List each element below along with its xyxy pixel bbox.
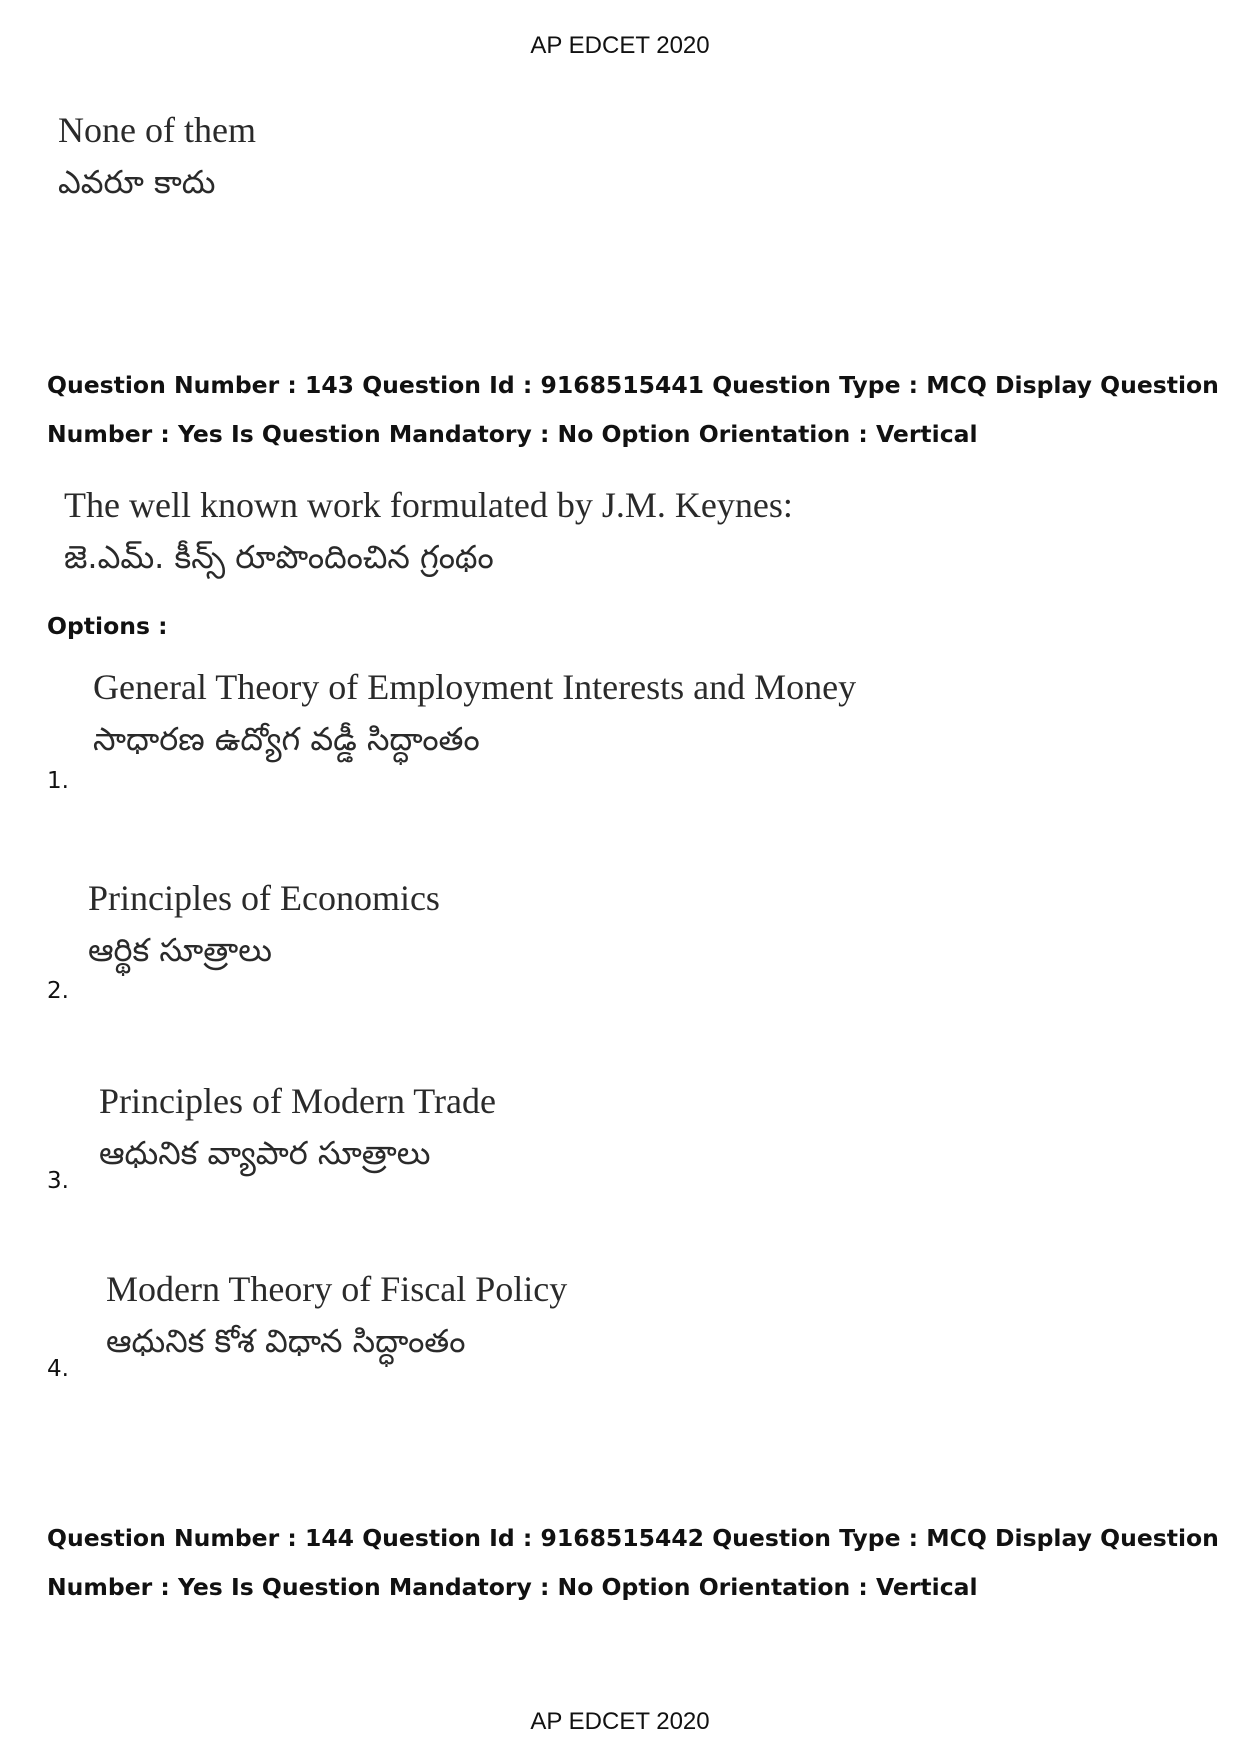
option-2-text <box>88 878 440 969</box>
option-3-number: 3. <box>47 1168 69 1194</box>
option-4-number: 4. <box>47 1356 69 1382</box>
page-footer: AP EDCET 2020 <box>530 1708 710 1735</box>
prev-option-english: None of them <box>58 110 256 150</box>
prev-option-telugu: ఎవరూ కాదు <box>58 163 216 201</box>
option-1-number: 1. <box>47 768 69 794</box>
question-144-meta <box>47 1514 1219 1612</box>
question-143-text-english: The well known work formulated by J.M. Keynes: <box>64 485 793 525</box>
option-1-telugu: సాధారణ ఉద్యోగ వడ్డీ సిద్ధాంతం <box>93 720 480 758</box>
option-1-text <box>93 667 857 758</box>
option-3-english: Principles of Modern Trade <box>99 1081 496 1121</box>
question-144-meta-line2: Number : Yes Is Question Mandatory : No Option Orientation : Vertical <box>47 1573 978 1601</box>
question-143-meta-line2: Number : Yes Is Question Mandatory : No Option Orientation : Vertical <box>47 420 978 448</box>
option-3-text <box>99 1081 496 1172</box>
option-1-english: General Theory of Employment Interests and Money <box>93 667 857 707</box>
option-4-telugu: ఆధునిక కోశ విధాన సిద్ధాంతం <box>106 1322 466 1360</box>
page-header: AP EDCET 2020 <box>530 32 710 59</box>
question-143-text-telugu: జె.ఎమ్. కీన్స్ రూపొందించిన గ్రంథం <box>64 538 494 576</box>
option-3-telugu: ఆధునిక వ్యాపార సూత్రాలు <box>99 1134 431 1172</box>
option-2-telugu: ఆర్థిక సూత్రాలు <box>88 931 272 969</box>
prev-option-image-text <box>58 110 256 201</box>
question-143-meta-line1: Question Number : 143 Question Id : 9168515441 Question Type : MCQ Display Question <box>47 371 1219 399</box>
option-4-text <box>106 1269 568 1360</box>
question-143-text <box>64 485 793 576</box>
question-143-meta <box>47 361 1219 459</box>
option-4-english: Modern Theory of Fiscal Policy <box>106 1269 568 1309</box>
option-2-english: Principles of Economics <box>88 878 440 918</box>
option-2-number: 2. <box>47 978 69 1004</box>
question-144-meta-line1: Question Number : 144 Question Id : 9168515442 Question Type : MCQ Display Question <box>47 1524 1219 1552</box>
options-label: Options : <box>47 612 168 640</box>
